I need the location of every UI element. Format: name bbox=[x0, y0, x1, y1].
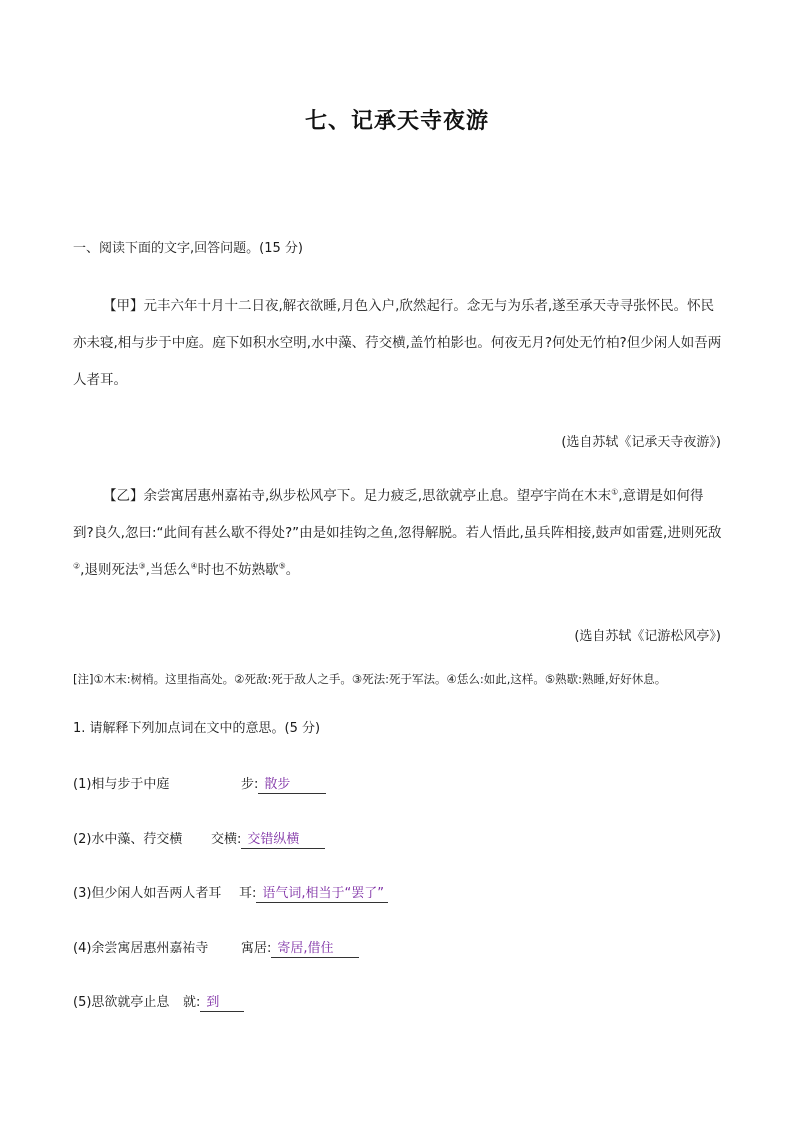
note-marker: ⑤ bbox=[278, 561, 286, 571]
annotation-notes: [注]①木末:树梢。这里指高处。②死敌:死于敌人之手。③死法:死于军法。④恁么:如此,这样。⑤熟歇:熟睡,好好休息。 bbox=[73, 672, 667, 686]
item-label: (1)相与步于中庭 bbox=[73, 777, 170, 792]
section-heading: 一、阅读下面的文字,回答问题。(15 分) bbox=[73, 241, 303, 256]
answer-blank: 交错纵横 bbox=[241, 832, 325, 849]
passage-yi-part: 【乙】余尝寓居惠州嘉祐寺,纵步松风亭下。足力疲乏,思欲就亭止息。望亭宇尚在木末 bbox=[103, 488, 612, 504]
passage-yi-part: 时也不妨熟歇 bbox=[197, 562, 279, 578]
item-label: (4)余尝寓居惠州嘉祐寺 bbox=[73, 941, 209, 956]
answer-blank: 到 bbox=[200, 995, 244, 1012]
passage-yi bbox=[73, 478, 723, 589]
passage-yi-part: ,退则死法 bbox=[80, 562, 139, 578]
passage-jia bbox=[73, 288, 723, 399]
passage-yi-part: 。 bbox=[285, 562, 300, 578]
question-item-1 bbox=[73, 773, 326, 794]
note-marker: ② bbox=[73, 561, 81, 571]
item-label: (3)但少闲人如吾两人者耳 bbox=[73, 886, 222, 901]
item-word: 耳: bbox=[239, 886, 257, 901]
note-marker: ④ bbox=[190, 561, 198, 571]
item-word: 交横: bbox=[211, 832, 242, 847]
passage-yi-part: ,当恁么 bbox=[145, 562, 191, 578]
question-item-5 bbox=[73, 991, 244, 1012]
note-marker: ① bbox=[611, 487, 619, 497]
source-jia: (选自苏轼《记承天寺夜游》) bbox=[561, 435, 721, 450]
page-title: 七、记承天寺夜游 bbox=[304, 108, 489, 134]
question-item-4 bbox=[73, 937, 359, 958]
item-label: (5)思欲就亭止息 bbox=[73, 995, 170, 1010]
note-marker: ③ bbox=[138, 561, 146, 571]
item-word: 步: bbox=[241, 777, 259, 792]
item-word: 寓居: bbox=[241, 941, 272, 956]
answer-blank: 语气词,相当于“罢了” bbox=[256, 886, 388, 903]
passage-jia-text: 【甲】元丰六年十月十二日夜,解衣欲睡,月色入户,欣然起行。念无与为乐者,遂至承天寺寻张怀民。怀民亦未寝,相与步于中庭。庭下如积水空明,水中藻、荇交横,盖竹柏影也。何夜无月?何处无竹柏?但少闲人如吾两人者耳。 bbox=[73, 298, 722, 388]
passage-yi-part: ,意谓是如何得到?良久,忽曰:“此间有甚么歇不得处?”由是如挂钩之鱼,忽得解脱。若人悟此,虽兵阵相接,鼓声如雷霆,进则死敌 bbox=[73, 488, 722, 541]
source-yi: (选自苏轼《记游松风亭》) bbox=[574, 629, 721, 644]
question-1-title: 1. 请解释下列加点词在文中的意思。(5 分) bbox=[73, 721, 321, 736]
item-word: 就: bbox=[183, 995, 201, 1010]
question-item-2 bbox=[73, 828, 325, 849]
answer-blank: 寄居,借住 bbox=[271, 941, 359, 958]
question-item-3 bbox=[73, 882, 388, 903]
item-label: (2)水中藻、荇交横 bbox=[73, 832, 183, 847]
answer-blank: 散步 bbox=[258, 777, 326, 794]
